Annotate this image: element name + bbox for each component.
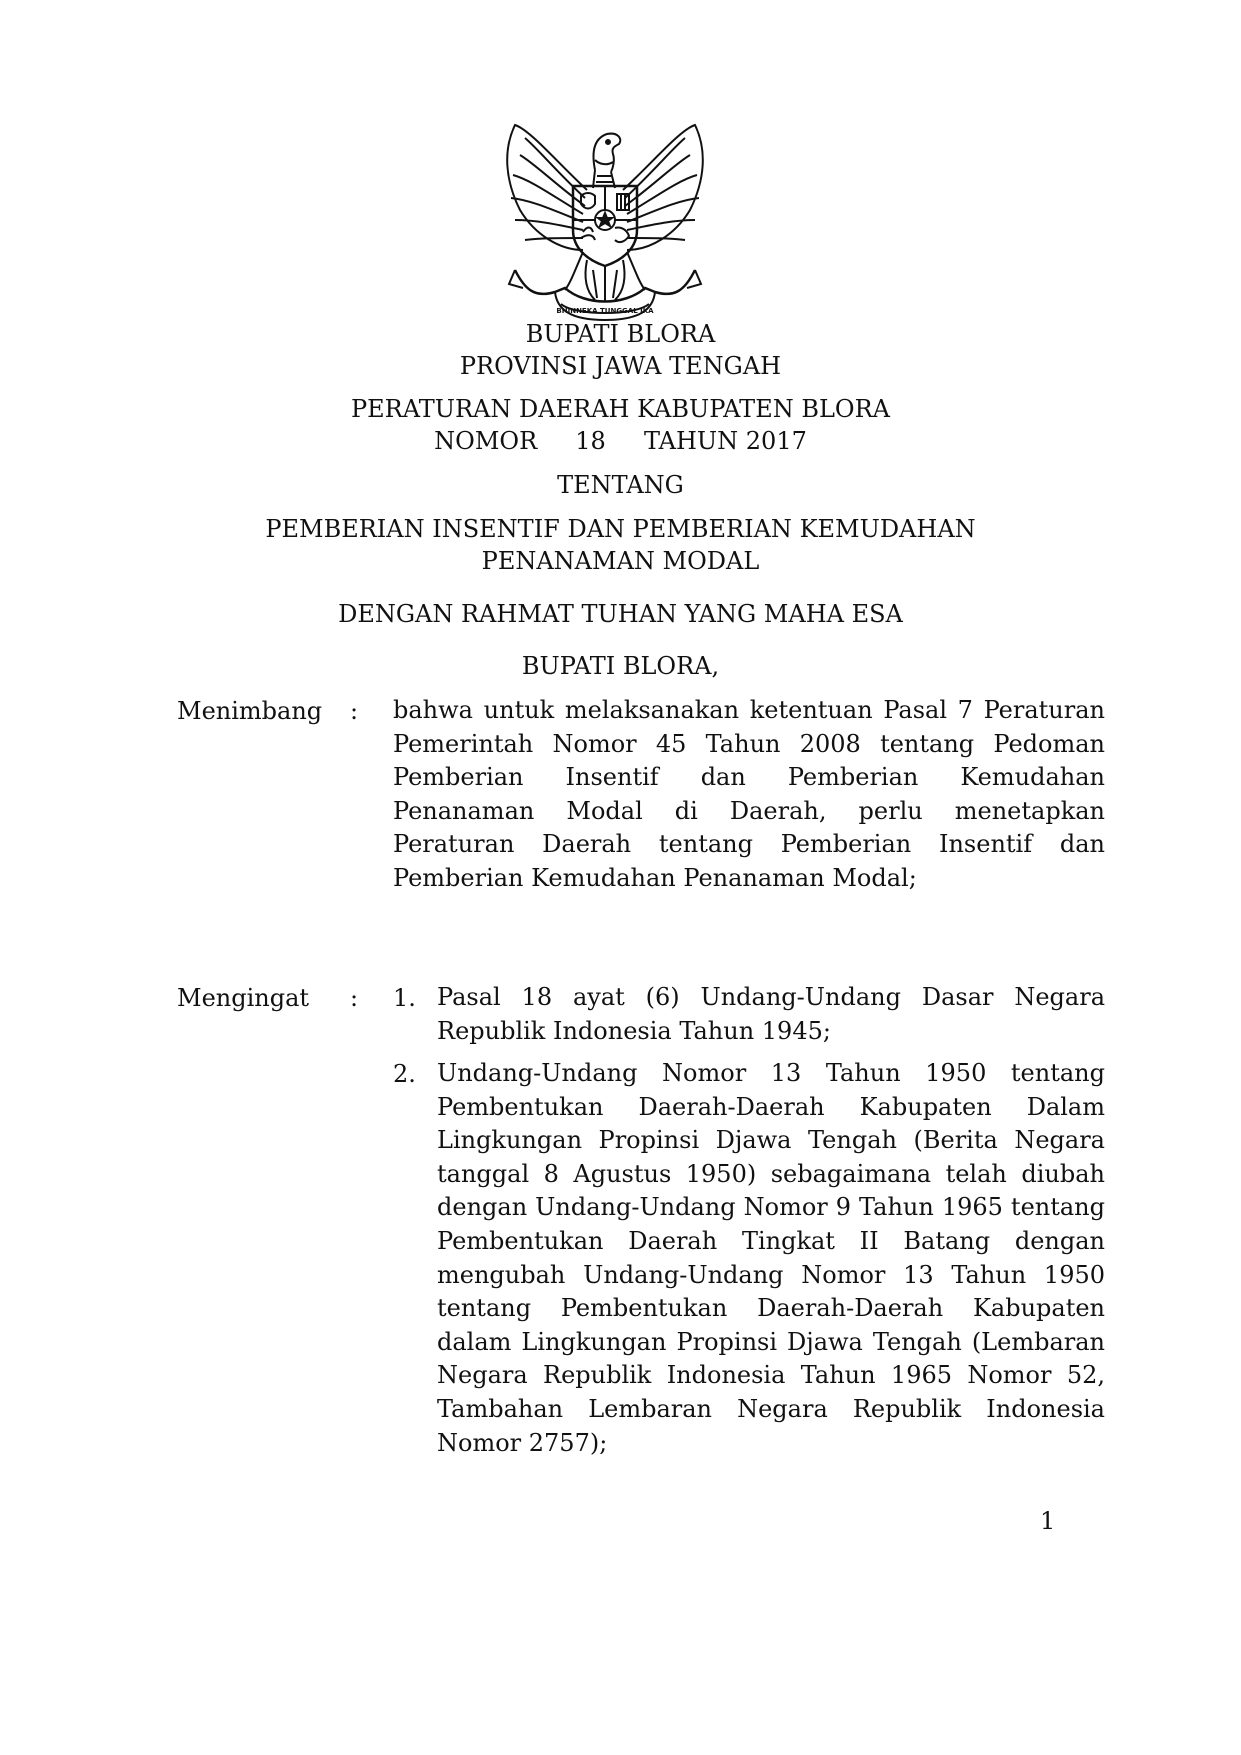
header-peraturan: PERATURAN DAERAH KABUPATEN BLORA (350, 395, 890, 423)
header-provinsi: PROVINSI JAWA TENGAH (459, 352, 782, 380)
header-rahmat: DENGAN RAHMAT TUHAN YANG MAHA ESA (338, 600, 903, 628)
document-title-line2: PENANAMAN MODAL (481, 547, 760, 575)
garuda-emblem-icon (495, 120, 715, 338)
list-item-number: 2. (393, 1060, 416, 1088)
header-nomor: NOMOR 18 TAHUN 2017 (434, 427, 807, 455)
list-item-text: Pasal 18 ayat (6) Undang-Undang Dasar Negara Republik Indonesia Tahun 1945; (437, 983, 1105, 1045)
header-tentang: TENTANG (557, 471, 684, 499)
mengingat-label: Mengingat (177, 984, 310, 1012)
svg-text:BHINNEKA TUNGGAL IKA: BHINNEKA TUNGGAL IKA (556, 307, 654, 315)
document-title-line1: PEMBERIAN INSENTIF DAN PEMBERIAN KEMUDAHAN (265, 515, 976, 543)
list-item-number: 1. (393, 984, 416, 1012)
menimbang-label: Menimbang (177, 697, 323, 725)
mengingat-colon: : (350, 984, 359, 1012)
page-number: 1 (1040, 1507, 1056, 1535)
menimbang-colon: : (350, 697, 359, 725)
list-item-text: Undang-Undang Nomor 13 Tahun 1950 tentang Pembentukan Daerah-Daerah Kabupaten Dalam Lingkungan Propinsi Djawa Tengah (Berita Negara tanggal 8 Agustus 1950) sebagaimana telah diubah dengan Undang-Undang Nomor 9 Tahun 1965 tentang Pembentukan Daerah Tingkat II Batang dengan mengubah Undang-Undang Nomor 13 Tahun 1950 tentang Pembentukan Daerah-Daerah Kabupaten dalam Lingkungan Propinsi Djawa Tengah (Lembaran Negara Republik Indonesia Tahun 1965 Nomor 52, Tambahan Lembaran Negara Republik Indonesia Nomor 2757); (437, 1059, 1105, 1457)
header-bupati: BUPATI BLORA (525, 320, 716, 348)
menimbang-text: bahwa untuk melaksanakan ketentuan Pasal 7 Peraturan Pemerintah Nomor 45 Tahun 2008 tentang Pedoman Pemberian Insentif dan Pemberian Kemudahan Penanaman Modal di Daerah, perlu menetapkan Peraturan Daerah tentang Pemberian Insentif dan Pemberian Kemudahan Penanaman Modal; (393, 696, 1105, 892)
header-bupati-blora: BUPATI BLORA, (521, 652, 720, 680)
